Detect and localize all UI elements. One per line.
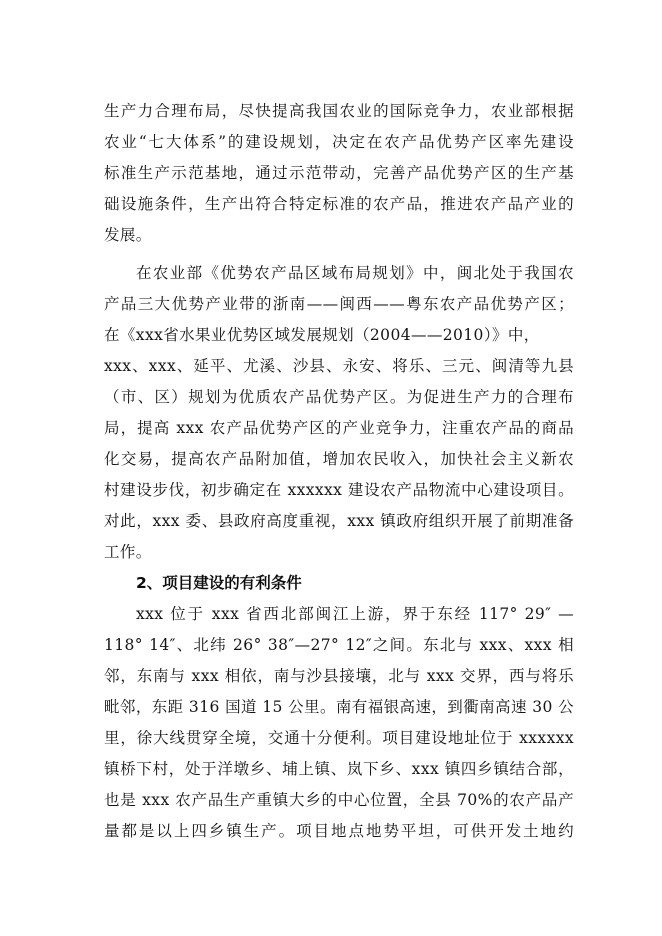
paragraph-2-line-4: xxx、xxx、延平、尤溪、沙县、永安、将乐、三元、闽清等九县 (104, 357, 574, 375)
paragraph-3-line-5: 里，徐大线贯穿全境，交通十分便利。项目建设地址位于 xxxxxx (104, 729, 574, 747)
paragraph-3-line-1: xxx 位于 xxx 省西北部闽江上游，界于东经 117° 29″ — (136, 605, 574, 623)
paragraph-1-line-4: 础设施条件，生产出符合特定标准的农产品，推进农产品产业的 (104, 195, 574, 213)
paragraph-2-line-1: 在农业部《优势农产品区域布局规划》中，闽北处于我国农 (136, 264, 574, 282)
paragraph-3-line-8: 量都是以上四乡镇生产。项目地点地势平坦，可供开发土地约 (104, 822, 574, 840)
paragraph-1-line-5: 发展。 (104, 226, 152, 244)
paragraph-2-line-9: 对此，xxx 委、县政府高度重视，xxx 镇政府组织开展了前期准备 (104, 512, 574, 530)
paragraph-2-line-8: 村建设步伐，初步确定在 xxxxxx 建设农产品物流中心建设项目。 (104, 481, 574, 499)
paragraph-2-line-6: 局，提高 xxx 农产品优势产区的产业竞争力，注重农产品的商品 (104, 419, 574, 437)
paragraph-3-line-7: 也是 xxx 农产品生产重镇大乡的中心位置，全县 70%的农产品产 (104, 791, 574, 809)
paragraph-2-line-2: 产品三大优势产业带的浙南——闽西——粤东农产品优势产区； (104, 295, 574, 313)
paragraph-1-line-1: 生产力合理布局，尽快提高我国农业的国际竞争力，农业部根据 (104, 102, 574, 120)
paragraph-2-line-10: 工作。 (104, 543, 152, 561)
paragraph-1-line-2: 农业“七大体系”的建设规划，决定在农产品优势产区率先建设 (104, 133, 574, 151)
paragraph-1-line-3: 标准生产示范基地，通过示范带动，完善产品优势产区的生产基 (104, 164, 574, 182)
section-heading: 2、项目建设的有利条件 (136, 574, 302, 592)
paragraph-2-line-7: 化交易，提高农产品附加值，增加农民收入，加快社会主义新农 (104, 450, 574, 468)
paragraph-2-line-3: 在《xxx省水果业优势区域发展规划（2004——2010）》中， (104, 326, 540, 344)
paragraph-2-line-5: （市、区）规划为优质农产品优势产区。为促进生产力的合理布 (104, 388, 574, 406)
paragraph-3-line-3: 邻，东南与 xxx 相依，南与沙县接壤，北与 xxx 交界，西与将乐 (104, 667, 574, 685)
paragraph-3-line-4: 毗邻，东距 316 国道 15 公里。南有福银高速，到衢南高速 30 公 (104, 698, 574, 716)
paragraph-3-line-6: 镇桥下村，处于洋墩乡、埔上镇、岚下乡、xxx 镇四乡镇结合部， (104, 760, 574, 778)
paragraph-3-line-2: 118° 14″、北纬 26° 38″—27° 12″之间。东北与 xxx、xxx 相 (104, 636, 574, 654)
